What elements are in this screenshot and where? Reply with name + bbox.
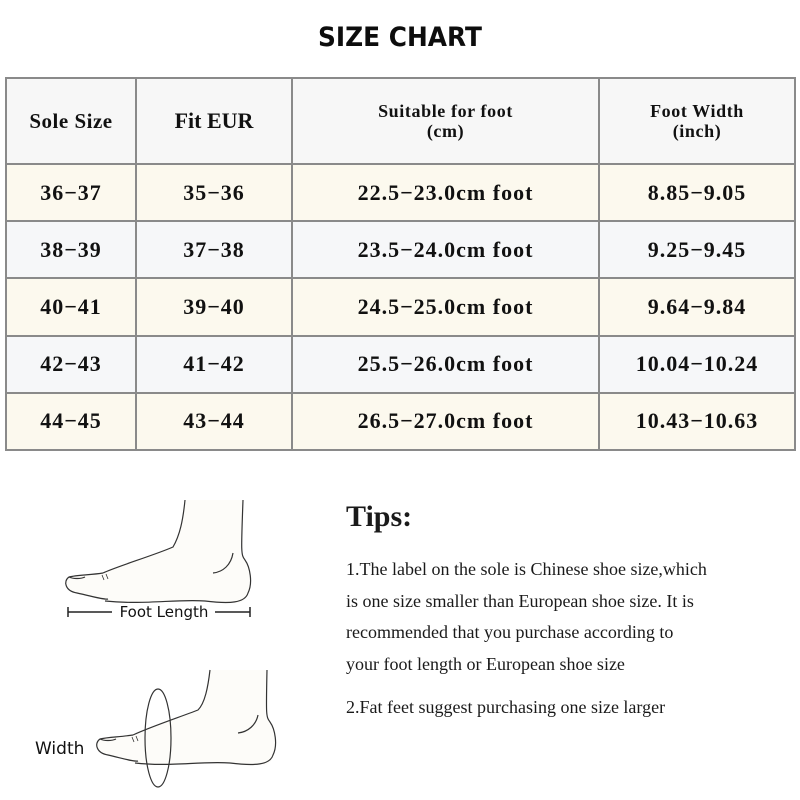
table-row — [6, 164, 795, 221]
foot-width-illustration — [30, 665, 290, 795]
cell-sole-size: 44−45 — [6, 393, 136, 450]
cell-foot-length: 23.5−24.0cm foot — [292, 221, 599, 278]
tip-1-line: is one size smaller than European shoe size. It is — [346, 590, 694, 611]
tips-section — [346, 500, 796, 724]
tip-2: 2.Fat feet suggest purchasing one size larger — [346, 697, 666, 717]
foot-length-illustration — [55, 495, 270, 630]
header-sole-size: Sole Size — [6, 78, 136, 164]
cell-foot-length: 25.5−26.0cm foot — [292, 336, 599, 393]
size-chart-table — [5, 77, 796, 451]
table-row — [6, 393, 795, 450]
table-row — [6, 278, 795, 335]
tip-1 — [346, 554, 796, 680]
foot-length-label: Foot Length — [119, 603, 209, 621]
header-suitable-foot — [292, 78, 599, 164]
tip-1-line: 1.The label on the sole is Chinese shoe size,which — [346, 559, 707, 579]
cell-foot-length: 26.5−27.0cm foot — [292, 393, 599, 450]
cell-fit-eur: 35−36 — [136, 164, 292, 221]
cell-sole-size: 38−39 — [6, 221, 136, 278]
cell-sole-size: 36−37 — [6, 164, 136, 221]
header-suitable-line2: (cm) — [426, 121, 465, 141]
cell-foot-width: 9.25−9.45 — [599, 221, 795, 278]
tip-1-line: your foot length or European shoe size — [346, 653, 625, 674]
cell-fit-eur: 39−40 — [136, 278, 292, 335]
cell-foot-width: 10.04−10.24 — [599, 336, 795, 393]
tips-title: Tips: — [346, 500, 413, 533]
header-width-line2: (inch) — [672, 121, 722, 141]
table-row — [6, 221, 795, 278]
tip-1-line: recommended that you purchase according to — [346, 622, 674, 642]
table-row — [6, 336, 795, 393]
header-suitable-line1: Suitable for foot — [378, 101, 513, 121]
header-fit-eur: Fit EUR — [136, 78, 292, 164]
cell-sole-size: 42−43 — [6, 336, 136, 393]
header-width-line1: Foot Width — [650, 101, 744, 121]
foot-outline-icon — [66, 500, 251, 603]
cell-foot-width: 10.43−10.63 — [599, 393, 795, 450]
table-header-row — [6, 78, 795, 164]
cell-fit-eur: 37−38 — [136, 221, 292, 278]
cell-fit-eur: 43−44 — [136, 393, 292, 450]
cell-fit-eur: 41−42 — [136, 336, 292, 393]
cell-foot-length: 24.5−25.0cm foot — [292, 278, 599, 335]
foot-outline-icon — [97, 670, 276, 765]
cell-foot-width: 9.64−9.84 — [599, 278, 795, 335]
cell-foot-length: 22.5−23.0cm foot — [292, 164, 599, 221]
header-foot-width — [599, 78, 795, 164]
cell-sole-size: 40−41 — [6, 278, 136, 335]
page-title: SIZE CHART — [318, 22, 482, 53]
width-label: Width — [35, 739, 85, 759]
cell-foot-width: 8.85−9.05 — [599, 164, 795, 221]
